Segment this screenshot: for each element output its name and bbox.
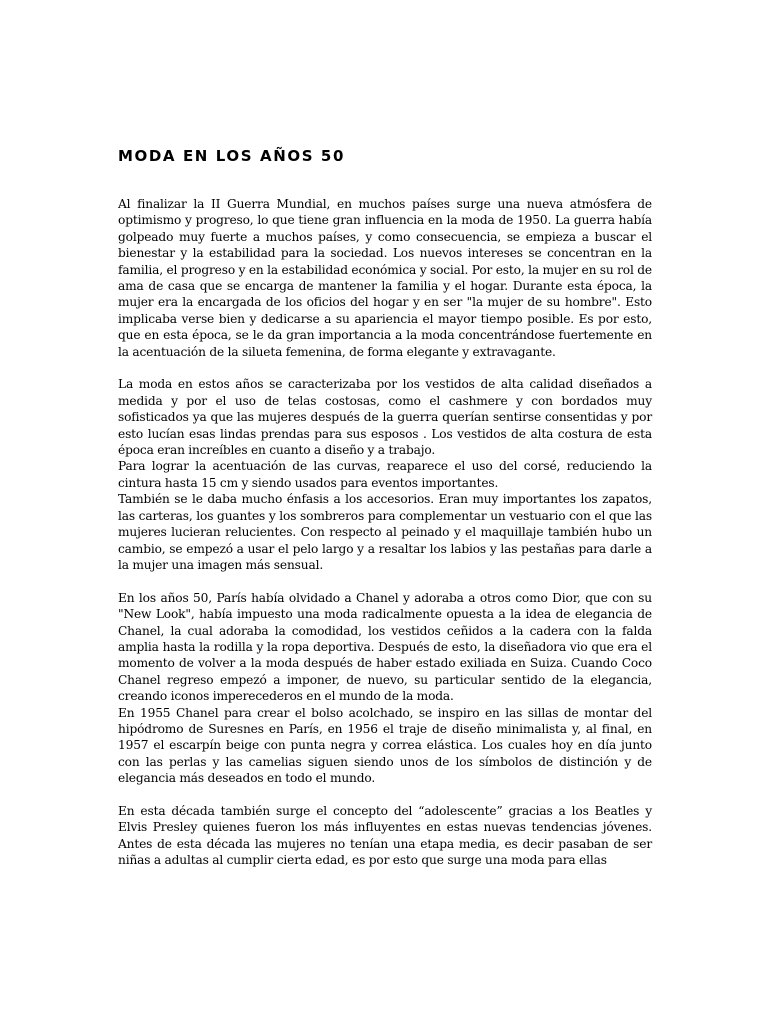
paragraph-gap: [118, 787, 652, 803]
paragraph-corset: Para lograr la acentuación de las curvas, reaparece el uso del corsé, reduciendo la cintura hasta 15 cm y siendo usados para eventos importantes.: [118, 459, 652, 490]
paragraph-postwar: Al finalizar la II Guerra Mundial, en muchos países surge una nueva atmósfera de optimismo y progreso, lo que tiene gran influencia en la moda de 1950. La guerra había golpeado muy fuerte a muchos países, y como consecuencia, se empieza a buscar el bienestar y la estabilidad para la sociedad. Los nuevos intereses se concentran en la familia, el progreso y en la estabilidad económica y social. Por esto, la mujer en su rol de ama de casa que se encarga de mantener la familia y el hogar. Durante esta época, la mujer era la encargada de los oficios del hogar y en ser "la mujer de su hombre". Esto implicaba verse bien y dedicarse a su apariencia el mayor tiempo posible. Es por esto, que en esta época, se le da gran importancia a la moda concentrándose fuertemente en la acentuación de la silueta femenina, de forma elegante y extravagante.: [118, 197, 652, 359]
paragraph-gap: [118, 573, 652, 589]
document-title: MODA EN LOS AÑOS 50: [118, 147, 345, 165]
paragraph-adolescent: En esta década también surge el concepto del “adolescente” gracias a los Beatles y Elvis Presley quienes fueron los más influyentes en estas nuevas tendencias jóvenes. Antes de esta década las mujeres no tenían una etapa media, es decir pasaban de ser niñas a adultas al cumplir cierta edad, es por esto que surge una moda para ellas: [118, 803, 652, 868]
paragraph-haute-couture: La moda en estos años se caracterizaba por los vestidos de alta calidad diseñados a medida y por el uso de telas costosas, como el cashmere y con bordados muy sofisticados ya que las mujeres después de la guerra querían sentirse consentidas y por esto lucían esas lindas prendas para sus esposos . Los vestidos de alta costura de esta época eran increíbles en cuanto a diseño y a trabajo.: [118, 377, 652, 458]
paragraph-chanel-return: En los años 50, París había olvidado a Chanel y adoraba a otros como Dior, que con su "New Look", había impuesto una moda radicalmente opuesta a la idea de elegancia de Chanel, la cual adoraba la comodidad, los vestidos ceñidos a la cadera con la falda amplia hasta la rodilla y la ropa deportiva. Después de esto, la diseñadora vio que era el momento de volver a la moda después de haber estado exiliada en Suiza. Cuando Coco Chanel regreso empezó a imponer, de nuevo, su particular sentido de la elegancia, creando iconos imperecederos en el mundo de la moda.: [118, 590, 652, 704]
paragraph-accessories: También se le daba mucho énfasis a los accesorios. Eran muy importantes los zapatos, las carteras, los guantes y los sombreros para complementar un vestuario con el que las mujeres lucieran relucientes. Con respecto al peinado y el maquillaje también hubo un cambio, se empezó a usar el pelo largo y a resaltar los labios y las pestañas para darle a la mujer una imagen más sensual.: [118, 492, 652, 572]
paragraph-chanel-1955: En 1955 Chanel para crear el bolso acolchado, se inspiro en las sillas de montar del hipódromo de Suresnes en París, en 1956 el traje de diseño minimalista y, al final, en 1957 el escarpín beige con punta negra y correa elástica. Los cuales hoy en día junto con las perlas y las camelias siguen siendo unos de los símbolos de distinción y de elegancia más deseados en todo el mundo.: [118, 705, 652, 786]
paragraph-gap: [118, 360, 652, 376]
